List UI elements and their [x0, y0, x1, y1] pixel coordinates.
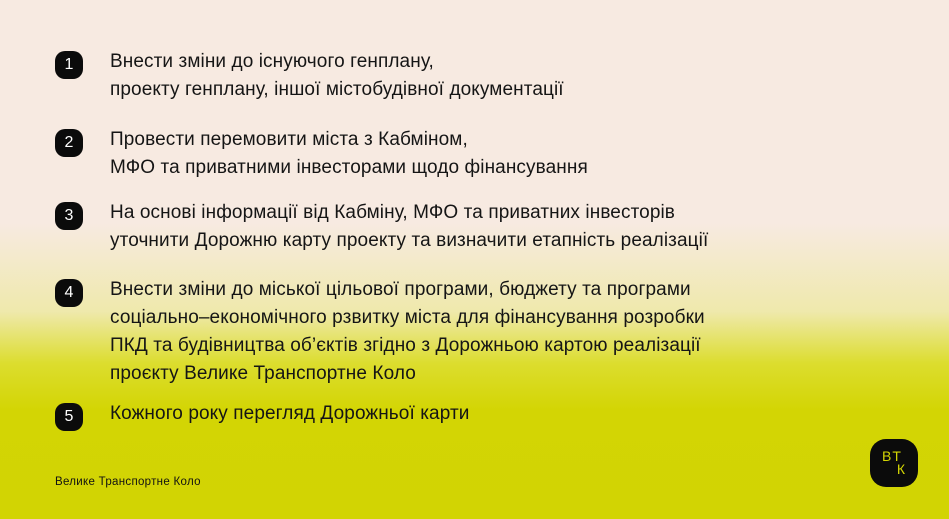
item-number-badge: 5 [55, 403, 83, 431]
item-text [110, 199, 708, 255]
item-text-line: уточнити Дорожню карту проекту та визначити етапність реалізації [110, 230, 709, 251]
btk-logo-letters [882, 450, 906, 476]
item-number-badge: 2 [55, 129, 83, 157]
item-text-line: Внести зміни до міської цільової програми, бюджету та програми [110, 279, 691, 300]
item-text-line: МФО та приватними інвесторами щодо фінансування [110, 157, 588, 178]
item-number-badge: 4 [55, 279, 83, 307]
list-item [55, 400, 470, 431]
item-text-line: Провести перемовити міста з Кабміном, [110, 129, 468, 150]
item-number-badge: 1 [55, 51, 83, 79]
list-item [55, 276, 705, 388]
item-text-line: На основі інформації від Кабміну, МФО та приватних інвесторів [110, 202, 676, 223]
item-number-badge: 3 [55, 202, 83, 230]
item-text-line: соціально–економічного рзвитку міста для фінансування розробки [110, 307, 705, 328]
item-text-line: Кожного року перегляд Дорожньої карти [110, 403, 470, 424]
item-text-line: Внести зміни до існуючого генплану, [110, 51, 434, 72]
btk-logo [870, 439, 918, 487]
list-item [55, 126, 588, 182]
item-text [110, 126, 588, 182]
list-item [55, 48, 564, 104]
item-text [110, 400, 470, 428]
item-text-line: проекту генплану, іншої містобудівної документації [110, 79, 564, 100]
logo-letters-line2: К [896, 461, 905, 477]
footer-project-name: Велике Транспортне Коло [55, 476, 201, 488]
item-text-line: проєкту Велике Транспортне Коло [110, 363, 416, 384]
logo-letters-line1: ВТ [882, 448, 903, 464]
list-item [55, 199, 708, 255]
item-text [110, 276, 705, 388]
item-text [110, 48, 564, 104]
item-text-line: ПКД та будівництва об’єктів згідно з Дорожньою картою реалізації [110, 335, 701, 356]
